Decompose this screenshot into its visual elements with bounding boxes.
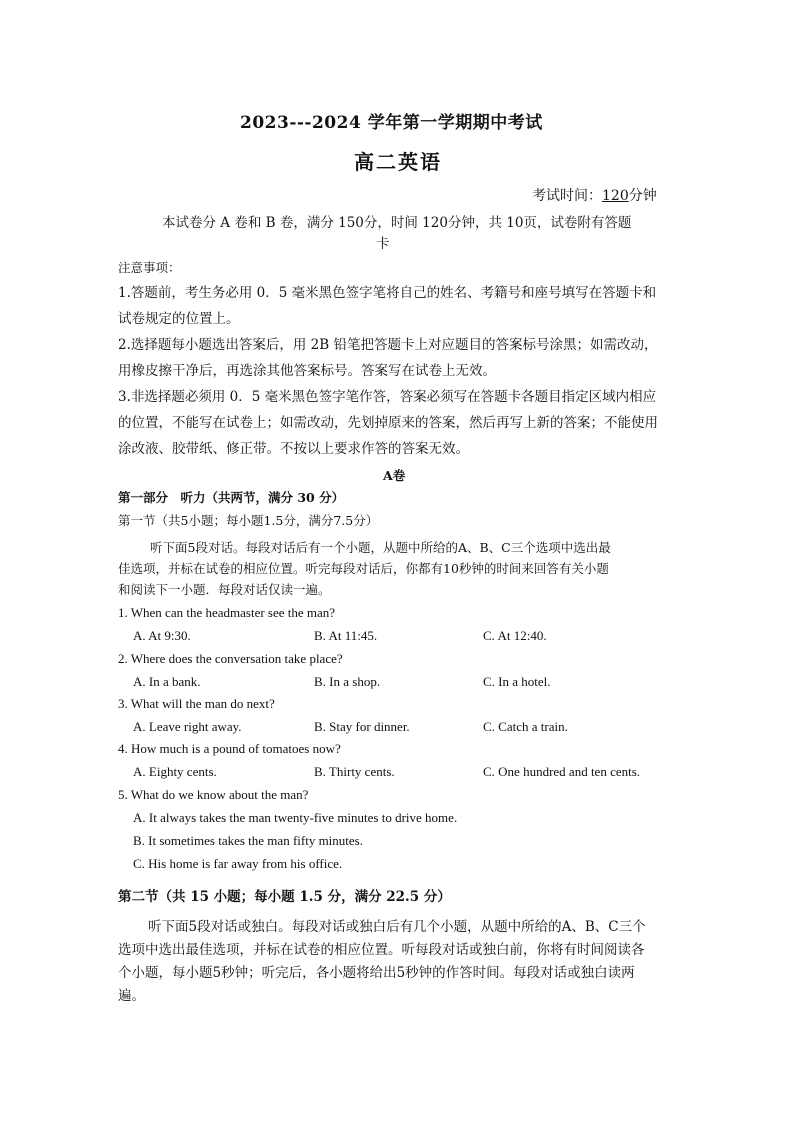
q3-option-b: B. Stay for dinner. bbox=[314, 719, 410, 734]
exam-time bbox=[532, 186, 657, 206]
sec1-instruction-line1: 听下面5段对话。每段对话后有一个小题，从题中所给的A、B、C三个选项中选出最 bbox=[150, 540, 611, 555]
sec2-heading: 第二节（共 15 小题；每小题 1.5 分，满分 22.5 分） bbox=[118, 889, 451, 905]
q5-option-c: C. His home is far away from his office. bbox=[133, 856, 343, 871]
q4-option-a: A. Eighty cents. bbox=[133, 764, 217, 779]
notes-item3-line2: 的位置，不能写在试卷上；如需改动，先划掉原来的答案，然后再写上新的答案；不能使用 bbox=[118, 415, 658, 431]
section-a-label: A卷 bbox=[383, 468, 406, 483]
q4-option-c: C. One hundred and ten cents. bbox=[483, 764, 641, 779]
notes-item2-line1: 2.选择题每小题选出答案后，用 2B 铅笔把答题卡上对应题目的答案标号涂黑；如需改动， bbox=[118, 337, 658, 353]
q5-option-b: B. It sometimes takes the man fifty minutes. bbox=[133, 833, 363, 848]
q4-option-b: B. Thirty cents. bbox=[314, 764, 395, 779]
sec2-instruction-line3: 个小题，每小题5秒钟；听完后，各小题将给出5秒钟的作答时间。每段对话或独白读两 bbox=[118, 965, 635, 981]
question-3: 3. What will the man do next? bbox=[118, 696, 275, 711]
q3-option-a: A. Leave right away. bbox=[133, 719, 242, 734]
exam-subtitle: 高二英语 bbox=[354, 150, 442, 174]
sec1-instruction-line3: 和阅读下一小题．每段对话仅读一遍。 bbox=[118, 582, 331, 597]
question-2: 2. Where does the conversation take place? bbox=[118, 651, 343, 666]
q2-option-c: C. In a hotel. bbox=[483, 674, 551, 689]
sec2-instruction-line1: 听下面5段对话或独白。每段对话或独白后有几个小题，从题中所给的A、B、C三个 bbox=[148, 919, 646, 935]
notes-item3-line3: 涂改液、胶带纸、修正带。不按以上要求作答的答案无效。 bbox=[118, 441, 469, 457]
q2-option-a: A. In a bank. bbox=[133, 674, 201, 689]
sec2-instruction-line4: 遍。 bbox=[118, 988, 145, 1004]
notes-item1-line2: 试卷规定的位置上。 bbox=[118, 311, 240, 327]
notes-heading: 注意事项： bbox=[118, 260, 181, 275]
exam-time-value: 120 bbox=[602, 188, 629, 204]
exam-intro-line2: 卡 bbox=[376, 236, 390, 252]
q2-option-b: B. In a shop. bbox=[314, 674, 381, 689]
exam-title: 2023---2024 学年第一学期期中考试 bbox=[240, 113, 543, 133]
exam-time-unit: 分钟 bbox=[628, 188, 657, 204]
q1-option-a: A. At 9:30. bbox=[133, 628, 191, 643]
exam-intro-line1: 本试卷分 A 卷和 B 卷，满分 150分，时间 120分钟，共 10页，试卷附有答题 bbox=[162, 215, 632, 231]
question-1: 1. When can the headmaster see the man? bbox=[118, 605, 336, 620]
q3-option-c: C. Catch a train. bbox=[483, 719, 568, 734]
sec1-instruction-line2: 佳选项，并标在试卷的相应位置。听完每段对话后，你都有10秒钟的时间来回答有关小题 bbox=[118, 561, 609, 576]
question-4: 4. How much is a pound of tomatoes now? bbox=[118, 741, 341, 756]
notes-item2-line2: 用橡皮擦干净后，再选涂其他答案标号。答案写在试卷上无效。 bbox=[118, 363, 496, 379]
part1-heading: 第一部分 听力（共两节，满分 30 分） bbox=[118, 490, 345, 505]
q1-option-b: B. At 11:45. bbox=[314, 628, 378, 643]
sec2-instruction-line2: 选项中选出最佳选项，并标在试卷的相应位置。听每段对话或独白前，你将有时间阅读各 bbox=[118, 942, 645, 958]
q1-option-c: C. At 12:40. bbox=[483, 628, 547, 643]
q5-option-a: A. It always takes the man twenty-five minutes to drive home. bbox=[133, 810, 458, 825]
sec1-heading: 第一节（共5小题；每小题1.5分，满分7.5分） bbox=[118, 513, 379, 528]
notes-item1-line1: 1.答题前，考生务必用 0．5 毫米黑色签字笔将自己的姓名、考籍号和座号填写在答题卡和 bbox=[118, 285, 657, 301]
exam-time-label: 考试时间： bbox=[532, 188, 602, 204]
notes-item3-line1: 3.非选择题必须用 0．5 毫米黑色签字笔作答，答案必须写在答题卡各题目指定区域内相应 bbox=[118, 389, 657, 405]
question-5: 5. What do we know about the man? bbox=[118, 787, 309, 802]
